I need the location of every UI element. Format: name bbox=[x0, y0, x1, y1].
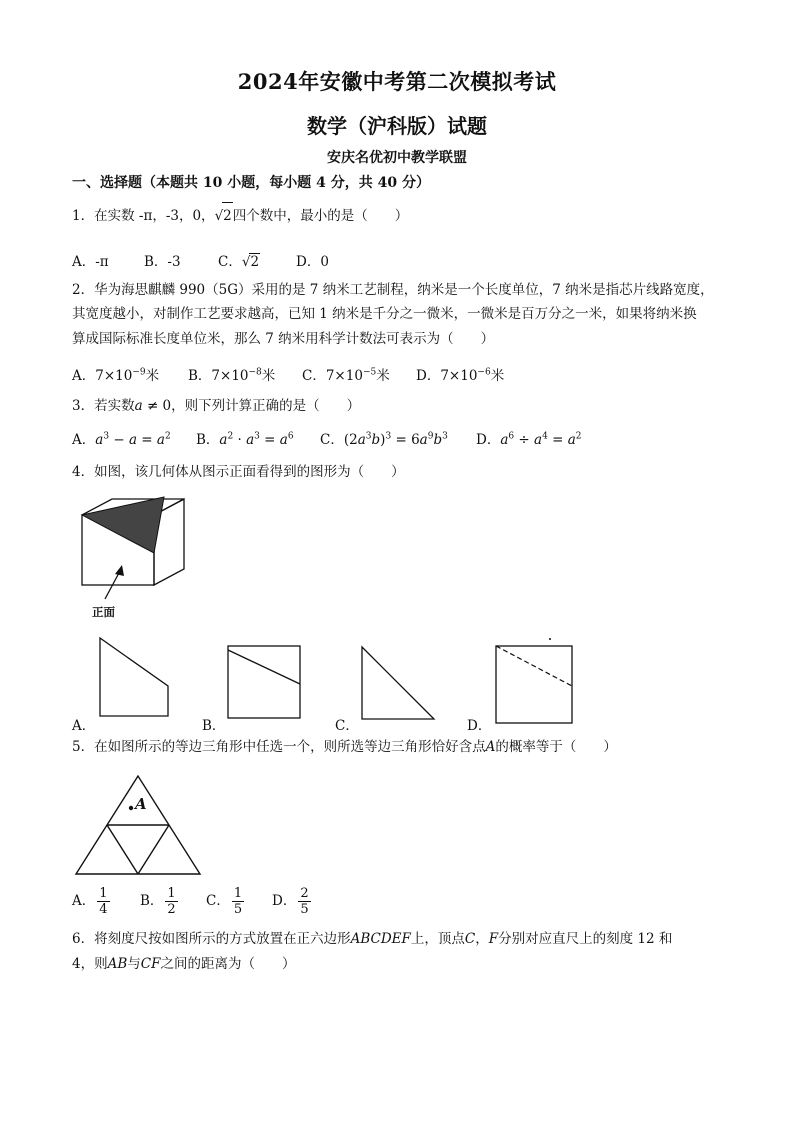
solid-figure bbox=[70, 495, 190, 625]
question-3-option-c: C．$(2a^3b)^3 = 6a^9b^3$ bbox=[320, 431, 448, 448]
option-d-shape bbox=[494, 636, 578, 726]
question-1-stem: 1．在实数 -π，-3，0，√2四个数中，最小的是（ ） bbox=[72, 202, 408, 229]
question-5-option-b: B． $\frac{1}{2}$ bbox=[140, 886, 176, 917]
section-heading: 一、选择题（本题共 10 小题，每小题 4 分，共 40 分） bbox=[72, 175, 430, 191]
question-3-option-b: B．$a^2 \cdot a^3 = a^6$ bbox=[196, 431, 294, 448]
question-2-option-d: D．$7\times 10^{-6}$米 bbox=[416, 367, 505, 384]
question-3-stem: 3．若实数a ≠ 0，则下列计算正确的是（ ） bbox=[72, 398, 361, 414]
question-4-option-d: D． bbox=[467, 718, 492, 734]
question-1-option-b: B．-3 bbox=[144, 254, 181, 270]
question-2-option-a: A．$7\times 10^{-9}$米 bbox=[72, 367, 160, 384]
question-5-option-d: D． $\frac{2}{5}$ bbox=[272, 886, 309, 917]
option-b-shape bbox=[226, 644, 306, 724]
front-label: 正面 bbox=[92, 605, 115, 619]
question-2-line-3: 算成国际标准长度单位米，那么 7 纳米用科学计数法可表示为（ ） bbox=[72, 331, 495, 347]
point-a-label: A bbox=[135, 795, 147, 813]
question-3-option-d: D．$a^6 \div a^4 = a^2$ bbox=[476, 431, 582, 448]
option-c-shape bbox=[360, 645, 440, 725]
triangle-figure bbox=[74, 774, 204, 876]
organizer-name: 安庆名优初中教学联盟 bbox=[327, 150, 467, 166]
question-2-line-2: 其宽度越小，对制作工艺要求越高，已知 1 纳米是千分之一微米，一微米是百万分之一米，如果将纳米换 bbox=[72, 306, 697, 322]
question-1-option-d: D．0 bbox=[296, 254, 329, 270]
question-5-stem: 5．在如图所示的等边三角形中任选一个，则所选等边三角形恰好含点A的概率等于（ ） bbox=[72, 739, 617, 755]
question-4-option-c: C． bbox=[335, 718, 359, 734]
question-5-option-c: C． $\frac{1}{5}$ bbox=[206, 886, 243, 917]
question-6-line-2: 4，则AB与CF之间的距离为（ ） bbox=[72, 956, 296, 972]
exam-subtitle: 数学（沪科版）试题 bbox=[307, 114, 487, 138]
question-5-option-a: A． $\frac{1}{4}$ bbox=[72, 886, 108, 917]
question-2-option-c: C．$7\times 10^{-5}$米 bbox=[302, 367, 390, 384]
question-2-option-b: B．$7\times 10^{-8}$米 bbox=[188, 367, 276, 384]
question-2-line-1: 2．华为海思麒麟 990（5G）采用的是 7 纳米工艺制程，纳米是一个长度单位，7 纳米是指芯片线路宽度， bbox=[72, 282, 714, 298]
question-4-option-b: B． bbox=[202, 718, 226, 734]
question-1-option-c: C．√2 bbox=[218, 254, 260, 270]
option-a-shape bbox=[96, 636, 176, 720]
question-6-line-1: 6．将刻度尺按如图所示的方式放置在正六边形ABCDEF上，顶点C，F分别对应直尺上的刻度 12 和 bbox=[72, 931, 673, 947]
exam-title: 2024年安徽中考第二次模拟考试 bbox=[237, 69, 557, 94]
question-4-stem: 4．如图，该几何体从图示正面看得到的图形为（ ） bbox=[72, 464, 405, 480]
question-4-option-a: A． bbox=[72, 718, 96, 734]
question-3-option-a: A．$a^3 - a = a^2$ bbox=[72, 431, 171, 448]
question-1-option-a: A．-π bbox=[72, 254, 109, 270]
